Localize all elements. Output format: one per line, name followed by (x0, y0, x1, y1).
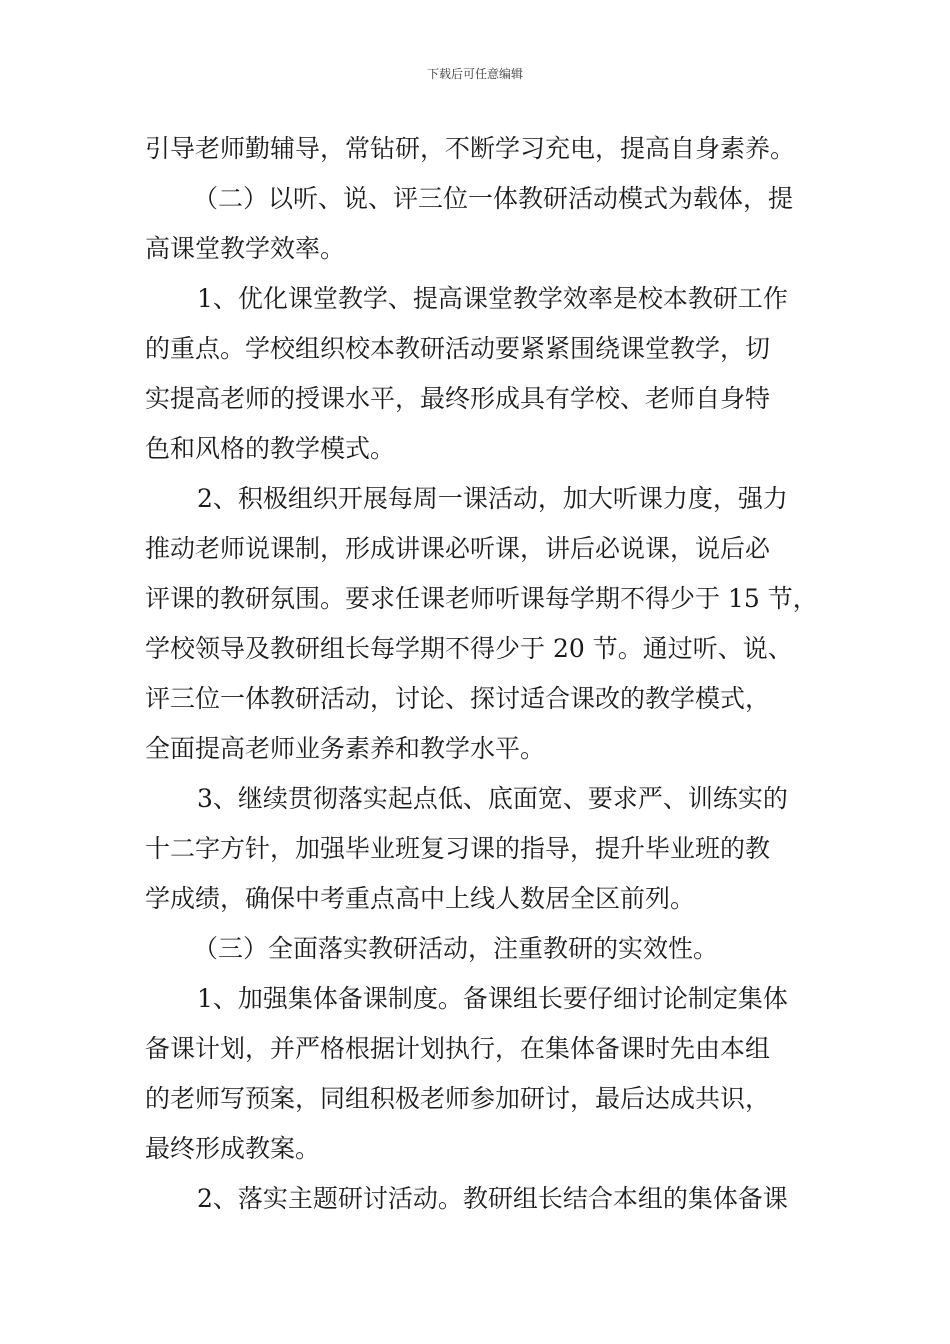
paragraph-start: 1、加强集体备课制度。备课组长要仔细讨论制定集体 (197, 984, 788, 1013)
paragraph-start: 2、落实主题研讨活动。教研组长结合本组的集体备课 (197, 1184, 788, 1213)
text-line: 评课的教研氛围。要求任课老师听课每学期不得少于 15 节， (145, 584, 818, 613)
paragraph-start: 3、继续贯彻落实起点低、底面宽、要求严、训练实的 (197, 784, 788, 813)
text-line: 学成绩，确保中考重点高中上线人数居全区前列。 (145, 884, 696, 913)
document-body (145, 124, 818, 1224)
text-line: 十二字方针，加强毕业班复习课的指导，提升毕业班的教 (145, 834, 771, 863)
text-line: 备课计划，并严格根据计划执行，在集体备课时先由本组 (145, 1034, 771, 1063)
page-header: 下载后可任意编辑 (426, 67, 523, 81)
text-line: 实提高老师的授课水平，最终形成具有学校、老师自身特 (145, 384, 771, 413)
text-line: 最终形成教案。 (145, 1134, 321, 1163)
text-line: 高课堂教学效率。 (145, 234, 346, 263)
text-line: 的老师写预案，同组积极老师参加研讨，最后达成共识， (145, 1084, 771, 1113)
text-line: 引导老师勤辅导，常钻研，不断学习充电，提高自身素养。 (145, 134, 796, 163)
text-line: 色和风格的教学模式。 (145, 434, 396, 463)
text-line: 评三位一体教研活动，讨论、探讨适合课改的教学模式， (145, 684, 771, 713)
text-line: 全面提高老师业务素养和教学水平。 (145, 734, 546, 763)
text-line: 推动老师说课制，形成讲课必听课，讲后必说课，说后必 (145, 534, 771, 563)
text-line: 的重点。学校组织校本教研活动要紧紧围绕课堂教学，切 (145, 334, 771, 363)
section-heading: （三）全面落实教研活动，注重教研的实效性。 (193, 934, 719, 963)
paragraph-start: 2、积极组织开展每周一课活动，加大听课力度，强力 (197, 484, 788, 513)
paragraph-start: 1、优化课堂教学、提高课堂教学效率是校本教研工作 (197, 284, 788, 313)
text-line: 学校领导及教研组长每学期不得少于 20 节。通过听、说、 (145, 634, 793, 663)
section-heading: （二）以听、说、评三位一体教研活动模式为载体，提 (193, 184, 794, 213)
